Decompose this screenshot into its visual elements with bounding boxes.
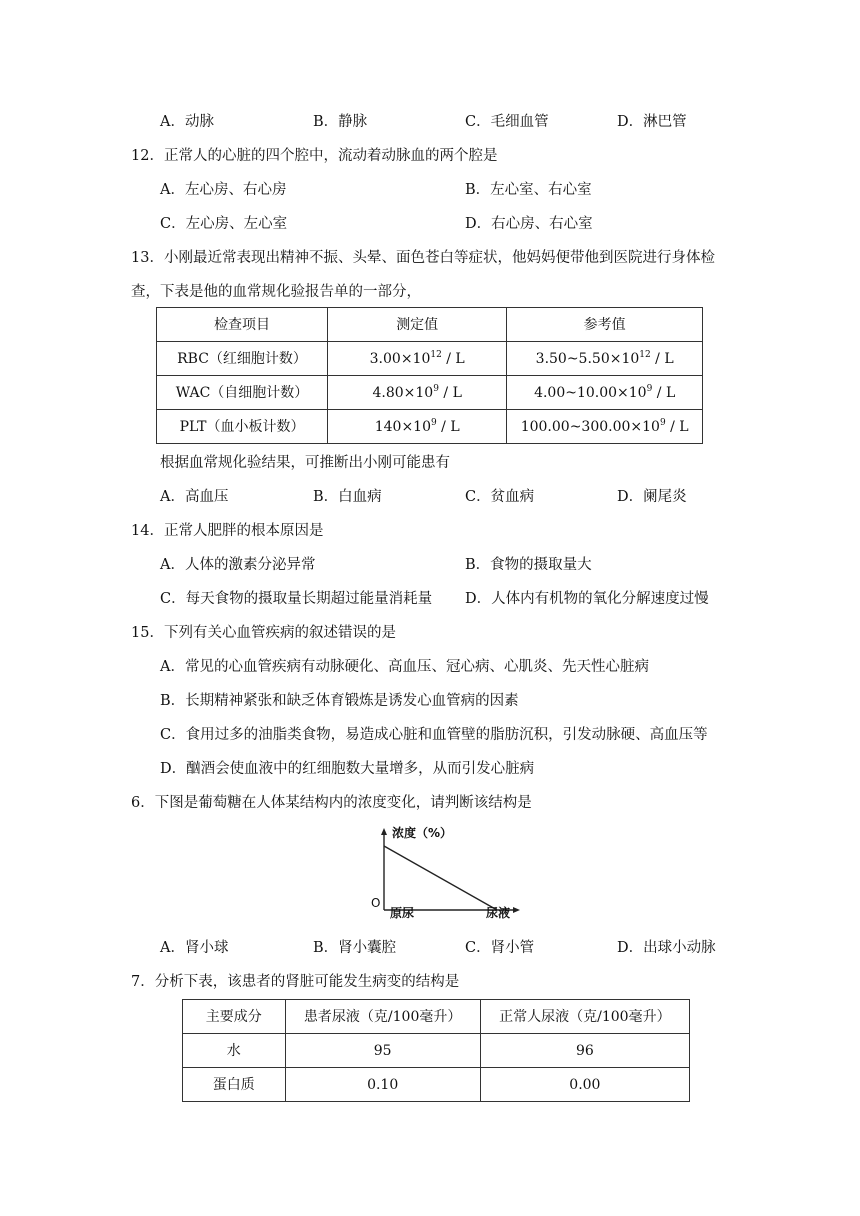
q13-stem-line1: 13．小刚最近常表现出精神不振、头晕、面色苍白等症状，他妈妈便带他到医院进行身体检 xyxy=(131,250,715,266)
q12-option-b: B．左心室、右心室 xyxy=(465,182,592,198)
q6-option-b: B．肾小囊腔 xyxy=(313,940,397,956)
table-header: 测定值 xyxy=(328,308,507,342)
table-cell: PLT（血小板计数） xyxy=(157,410,328,444)
q13-option-c: C．贫血病 xyxy=(465,489,535,505)
graph-ylabel: 浓度（%） xyxy=(392,826,453,840)
table-row xyxy=(157,342,703,376)
q15-stem: 15．下列有关心血管疾病的叙述错误的是 xyxy=(131,625,396,641)
table-cell: $4.80\times 10^9 / L$ xyxy=(328,376,507,410)
q13-option-d: D．阑尾炎 xyxy=(617,489,687,505)
table-cell: 95 xyxy=(285,1034,480,1068)
q11-option-d: D．淋巴管 xyxy=(617,114,687,130)
graph-x-end: 尿液 xyxy=(486,906,511,920)
q14-option-d: D．人体内有机物的氧化分解速度过慢 xyxy=(465,591,709,607)
q14-option-c: C．每天食物的摄取量长期超过能量消耗量 xyxy=(160,591,433,607)
q11-option-b: B．静脉 xyxy=(313,114,368,130)
table-cell: 蛋白质 xyxy=(183,1068,286,1102)
y-axis-arrow xyxy=(381,828,387,835)
q15-option-a: A．常见的心血管疾病有动脉硬化、高血压、冠心病、心肌炎、先天性心脏病 xyxy=(160,659,649,675)
q12-option-c: C．左心房、左心室 xyxy=(160,216,288,232)
q12-option-d: D．右心房、右心室 xyxy=(465,216,593,232)
q14-option-a: A．人体的激素分泌异常 xyxy=(160,557,316,573)
q6-option-a: A．肾小球 xyxy=(160,940,229,956)
q6-option-c: C．肾小管 xyxy=(465,940,535,956)
urine-table xyxy=(182,999,690,1102)
q7-stem: 7．分析下表，该患者的肾脏可能发生病变的结构是 xyxy=(131,974,460,990)
table-header: 患者尿液（克/100毫升） xyxy=(285,1000,480,1034)
q11-option-c: C．毛细血管 xyxy=(465,114,549,130)
q12-stem: 12．正常人的心脏的四个腔中，流动着动脉血的两个腔是 xyxy=(131,148,498,164)
table-header: 正常人尿液（克/100毫升） xyxy=(480,1000,689,1034)
table-cell: $3.50\sim 5.50\times 10^{12} / L$ xyxy=(507,342,703,376)
table-cell: 0.10 xyxy=(285,1068,480,1102)
table-cell: $3.00\times 10^{12} / L$ xyxy=(328,342,507,376)
table-cell: 96 xyxy=(480,1034,689,1068)
table-cell: $140\times 10^9 / L$ xyxy=(328,410,507,444)
table-row xyxy=(183,1068,690,1102)
table-header: 主要成分 xyxy=(183,1000,286,1034)
table-row xyxy=(157,376,703,410)
q15-option-d: D．酗酒会使血液中的红细胞数大量增多，从而引发心脏病 xyxy=(160,761,535,777)
q13-followup: 根据血常规化验结果，可推断出小刚可能患有 xyxy=(160,455,450,471)
q11-option-a: A．动脉 xyxy=(160,114,214,130)
table-cell: $4.00\sim 10.00\times 10^9 / L$ xyxy=(507,376,703,410)
table-row xyxy=(183,1034,690,1068)
q14-stem: 14．正常人肥胖的根本原因是 xyxy=(131,523,324,539)
q14-option-b: B．食物的摄取量大 xyxy=(465,557,592,573)
blood-test-table xyxy=(156,307,703,444)
q6-option-d: D．出球小动脉 xyxy=(617,940,716,956)
q13-stem-line2: 查，下表是他的血常规化验报告单的一部分， xyxy=(131,284,421,300)
x-axis-arrow xyxy=(513,907,520,913)
table-cell: 水 xyxy=(183,1034,286,1068)
concentration-line xyxy=(384,846,497,910)
table-header: 参考值 xyxy=(507,308,703,342)
q15-option-b: B．长期精神紧张和缺乏体育锻炼是诱发心血管病的因素 xyxy=(160,693,519,709)
table-cell: RBC（红细胞计数） xyxy=(157,342,328,376)
q12-option-a: A．左心房、右心房 xyxy=(160,182,287,198)
glucose-concentration-graph xyxy=(370,826,530,924)
table-header: 检查项目 xyxy=(157,308,328,342)
table-cell: WAC（自细胞计数） xyxy=(157,376,328,410)
table-row xyxy=(157,410,703,444)
table-cell: $100.00\sim 300.00\times 10^9 / L$ xyxy=(507,410,703,444)
q6-stem: 6．下图是葡萄糖在人体某结构内的浓度变化，请判断该结构是 xyxy=(131,795,532,811)
table-cell: 0.00 xyxy=(480,1068,689,1102)
q15-option-c: C．食用过多的油脂类食物，易造成心脏和血管壁的脂肪沉积，引发动脉硬、高血压等 xyxy=(160,727,708,743)
graph-x-start: 原尿 xyxy=(390,906,415,920)
graph-origin: O xyxy=(371,896,381,910)
q13-option-b: B．白血病 xyxy=(313,489,382,505)
q13-option-a: A．高血压 xyxy=(160,489,229,505)
